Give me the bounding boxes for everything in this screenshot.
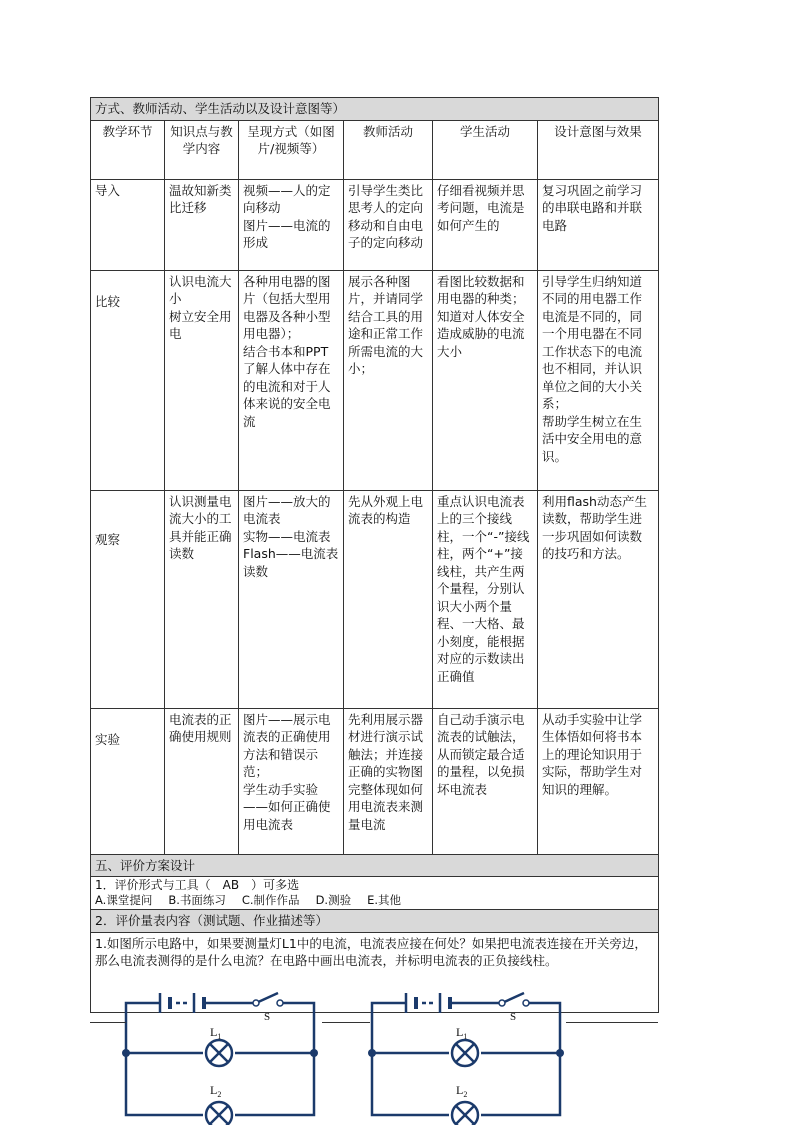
table-row <box>91 490 659 708</box>
eval-form-cell <box>91 877 659 910</box>
knowledge-cell: 认识测量电流大小的工具并能正确读数 <box>165 490 239 708</box>
table-row <box>91 708 659 854</box>
stage-cell: 观察 <box>91 490 165 708</box>
presentation-cell: 图片——展示电流表的正确使用方法和错误示范； 学生动手实验——如何正确使用电流表 <box>239 708 344 854</box>
teacher-cell: 先从外观上电流表的构造 <box>344 490 433 708</box>
column-header-row <box>91 120 659 179</box>
question-cell: 1.如图所示电路中，如果要测量灯L1中的电流，电流表应接在何处？如果把电流表连接在开关旁边，那么电流表测得的是什么电流？在电路中画出电流表，并标明电流表的正负接线柱。 <box>91 932 659 1012</box>
lamp1-label: $L_1$ <box>456 1025 468 1041</box>
student-cell: 看图比较数据和用电器的种类； 知道对人体安全造成威胁的电流大小 <box>433 270 538 490</box>
stage-cell: 实验 <box>91 708 165 854</box>
circuit-diagram-left <box>118 985 328 1125</box>
section-5-header: 五、评价方案设计 <box>91 854 659 877</box>
col-header-teacher: 教师活动 <box>344 120 433 179</box>
presentation-cell: 图片——放大的电流表 实物——电流表 Flash——电流表读数 <box>239 490 344 708</box>
lamp2-label: $L_2$ <box>210 1083 222 1099</box>
eval-option-b: B.书面练习 <box>168 893 226 907</box>
design-cell: 从动手实验中让学生体悟如何将书本上的理论知识用于实际，帮助学生对知识的理解。 <box>538 708 659 854</box>
presentation-cell: 各种用电器的图片（包括大型用电器及各种小型用电器）； 结合书本和PPT了解人体中存在的电流和对于人体来说的安全电流 <box>239 270 344 490</box>
design-cell: 引导学生归纳知道不同的用电器工作电流是不同的，同一个用电器在不同工作状态下的电流也不相同，并认识单位之间的大小关系； 帮助学生树立在生活中安全用电的意识。 <box>538 270 659 490</box>
table-top-header: 方式、教师活动、学生活动以及设计意图等） <box>91 98 659 121</box>
table-bottom-border-middle <box>322 1022 370 1023</box>
lamp2-label: $L_2$ <box>456 1083 468 1099</box>
eval-options <box>95 893 654 908</box>
table-bottom-border-right <box>566 1022 658 1023</box>
lamp1-label: $L_1$ <box>210 1025 222 1041</box>
table-row <box>91 179 659 270</box>
col-header-knowledge: 知识点与教学内容 <box>165 120 239 179</box>
col-header-student: 学生活动 <box>433 120 538 179</box>
eval-option-d: D.测验 <box>315 893 352 907</box>
eval-option-e: E.其他 <box>367 893 401 907</box>
table-bottom-border-left <box>90 1022 126 1023</box>
presentation-cell: 视频——人的定向移动 图片——电流的形成 <box>239 179 344 270</box>
stage-cell: 导入 <box>91 179 165 270</box>
knowledge-cell: 认识电流大小 树立安全用电 <box>165 270 239 490</box>
eval-form-title: 1．评价形式与工具（ AB ）可多选 <box>95 878 300 892</box>
student-cell: 仔细看视频并思考问题，电流是如何产生的 <box>433 179 538 270</box>
stage-cell: 比较 <box>91 270 165 490</box>
design-cell: 利用flash动态产生读数，帮助学生进一步巩固如何读数的技巧和方法。 <box>538 490 659 708</box>
design-cell: 复习巩固之前学习的串联电路和并联电路 <box>538 179 659 270</box>
teacher-cell: 先利用展示器材进行演示试触法；并连接正确的实物图完整体现如何用电流表来测量电流 <box>344 708 433 854</box>
teacher-cell: 展示各种图片，并请同学结合工具的用途和正常工作所需电流的大小； <box>344 270 433 490</box>
eval-option-a: A.课堂提问 <box>95 893 153 907</box>
switch-label: S <box>264 1011 271 1023</box>
eval-content-header: 2．评价量表内容（测试题、作业描述等） <box>91 910 659 933</box>
col-header-stage: 教学环节 <box>91 120 165 179</box>
circuit-diagram-right <box>364 985 574 1125</box>
student-cell: 自己动手演示电流表的试触法，从而锁定最合适的量程，以免损坏电流表 <box>433 708 538 854</box>
switch-label: S <box>510 1011 517 1023</box>
col-header-design: 设计意图与效果 <box>538 120 659 179</box>
student-cell: 重点认识电流表上的三个接线柱，一个“-”接线柱，两个“+”接线柱，共产生两个量程，分别认识大小两个量程、一大格、最小刻度，能根据对应的示数读出正确值 <box>433 490 538 708</box>
lesson-plan-table <box>90 97 659 1013</box>
eval-option-c: C.制作作品 <box>241 893 300 907</box>
knowledge-cell: 电流表的正确使用规则 <box>165 708 239 854</box>
knowledge-cell: 温故知新类比迁移 <box>165 179 239 270</box>
teacher-cell: 引导学生类比思考人的定向移动和自由电子的定向移动 <box>344 179 433 270</box>
col-header-presentation: 呈现方式（如图片/视频等） <box>239 120 344 179</box>
table-row <box>91 270 659 490</box>
